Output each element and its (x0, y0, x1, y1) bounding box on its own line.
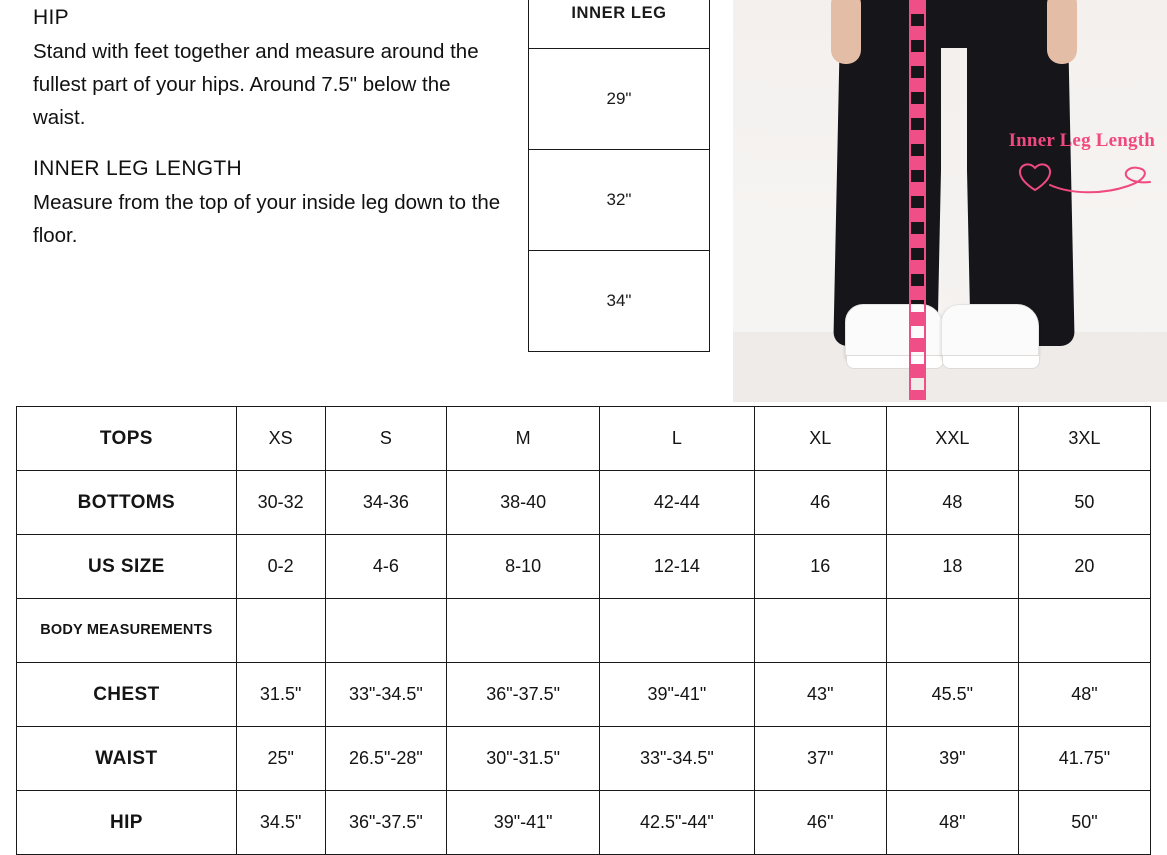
cell-bottoms-m: 38-40 (447, 471, 600, 535)
inner-leg-value-0: 29" (529, 49, 710, 150)
left-shoe-sole (846, 355, 944, 369)
cell-hip-xl: 46" (754, 791, 886, 855)
cell-tops-xxl: XXL (886, 407, 1018, 471)
cell-hip-xs: 34.5" (236, 791, 325, 855)
guide-body-hip: Stand with feet together and measure around the fullest part of your hips. Around 7.5" below the waist. (33, 40, 479, 130)
inner-leg-table (528, 0, 710, 352)
cell-ussize-xl: 16 (754, 535, 886, 599)
inner-leg-value-1: 32" (529, 150, 710, 251)
cell-body-xxl (886, 599, 1018, 663)
cell-bottoms-3xl: 50 (1018, 471, 1150, 535)
cell-bottoms-s: 34-36 (325, 471, 447, 535)
cell-ussize-m: 8-10 (447, 535, 600, 599)
cell-waist-xs: 25" (236, 727, 325, 791)
cell-bottoms-xl: 46 (754, 471, 886, 535)
cell-hip-l: 42.5"-44" (599, 791, 754, 855)
cell-body-m (447, 599, 600, 663)
right-shoe-sole (942, 355, 1040, 369)
row-label-us-size: US SIZE (17, 535, 237, 599)
table-row (529, 251, 710, 352)
guide-text-column (33, 6, 503, 274)
cell-waist-xxl: 39" (886, 727, 1018, 791)
cell-waist-3xl: 41.75" (1018, 727, 1150, 791)
table-row (529, 0, 710, 49)
cell-body-l (599, 599, 754, 663)
guide-title-hip: HIP (33, 6, 69, 29)
cell-hip-m: 39"-41" (447, 791, 600, 855)
cell-tops-xs: XS (236, 407, 325, 471)
inner-leg-length-annotation: Inner Leg Length (1008, 130, 1155, 151)
cell-body-s (325, 599, 447, 663)
cell-hip-xxl: 48" (886, 791, 1018, 855)
table-row (529, 49, 710, 150)
cell-waist-l: 33"-34.5" (599, 727, 754, 791)
cell-hip-3xl: 50" (1018, 791, 1150, 855)
cell-hip-s: 36"-37.5" (325, 791, 447, 855)
guide-body-inner-leg-length: Measure from the top of your inside leg down to the floor. (33, 190, 501, 247)
cell-bottoms-xxl: 48 (886, 471, 1018, 535)
cell-waist-xl: 37" (754, 727, 886, 791)
heart-swirl-icon (1017, 158, 1157, 211)
cell-tops-3xl: 3XL (1018, 407, 1150, 471)
cell-ussize-l: 12-14 (599, 535, 754, 599)
guide-block-inner-leg-length (33, 157, 503, 252)
cell-bottoms-l: 42-44 (599, 471, 754, 535)
table-row-us-size (17, 535, 1151, 599)
size-chart-table (16, 406, 1151, 855)
cell-tops-m: M (447, 407, 600, 471)
table-row-hip (17, 791, 1151, 855)
cell-body-xl (754, 599, 886, 663)
left-shoe (845, 304, 943, 362)
cell-chest-l: 39"-41" (599, 663, 754, 727)
row-label-tops: TOPS (17, 407, 237, 471)
cell-bottoms-xs: 30-32 (236, 471, 325, 535)
row-label-hip: HIP (17, 791, 237, 855)
table-row-tops (17, 407, 1151, 471)
right-hand-shape (1047, 0, 1077, 64)
inner-leg-measure-line (909, 0, 926, 400)
table-row-body-measurements (17, 599, 1151, 663)
inner-leg-value-2: 34" (529, 251, 710, 352)
cell-chest-m: 36"-37.5" (447, 663, 600, 727)
cell-ussize-xs: 0-2 (236, 535, 325, 599)
guide-title-inner-leg-length: INNER LEG LENGTH (33, 156, 243, 180)
measurement-guide-section (0, 0, 1167, 402)
cell-ussize-3xl: 20 (1018, 535, 1150, 599)
model-photo (733, 0, 1167, 402)
guide-block-hip (33, 6, 503, 135)
cell-ussize-s: 4-6 (325, 535, 447, 599)
cell-tops-s: S (325, 407, 447, 471)
row-label-chest: CHEST (17, 663, 237, 727)
cell-ussize-xxl: 18 (886, 535, 1018, 599)
cell-tops-l: L (599, 407, 754, 471)
left-hand-shape (831, 0, 861, 64)
cell-body-xs (236, 599, 325, 663)
table-row (529, 150, 710, 251)
right-shoe (941, 304, 1039, 362)
row-label-body-measurements: BODY MEASUREMENTS (17, 599, 237, 663)
row-label-waist: WAIST (17, 727, 237, 791)
cell-tops-xl: XL (754, 407, 886, 471)
cell-chest-xxl: 45.5" (886, 663, 1018, 727)
table-row-bottoms (17, 471, 1151, 535)
table-row-chest (17, 663, 1151, 727)
cell-chest-3xl: 48" (1018, 663, 1150, 727)
row-label-bottoms: BOTTOMS (17, 471, 237, 535)
cell-chest-xl: 43" (754, 663, 886, 727)
table-row-waist (17, 727, 1151, 791)
inner-leg-header: INNER LEG (529, 0, 710, 49)
cell-body-3xl (1018, 599, 1150, 663)
cell-waist-s: 26.5"-28" (325, 727, 447, 791)
cell-chest-xs: 31.5" (236, 663, 325, 727)
cell-waist-m: 30"-31.5" (447, 727, 600, 791)
leg-gap-shape (941, 48, 967, 348)
cell-chest-s: 33"-34.5" (325, 663, 447, 727)
